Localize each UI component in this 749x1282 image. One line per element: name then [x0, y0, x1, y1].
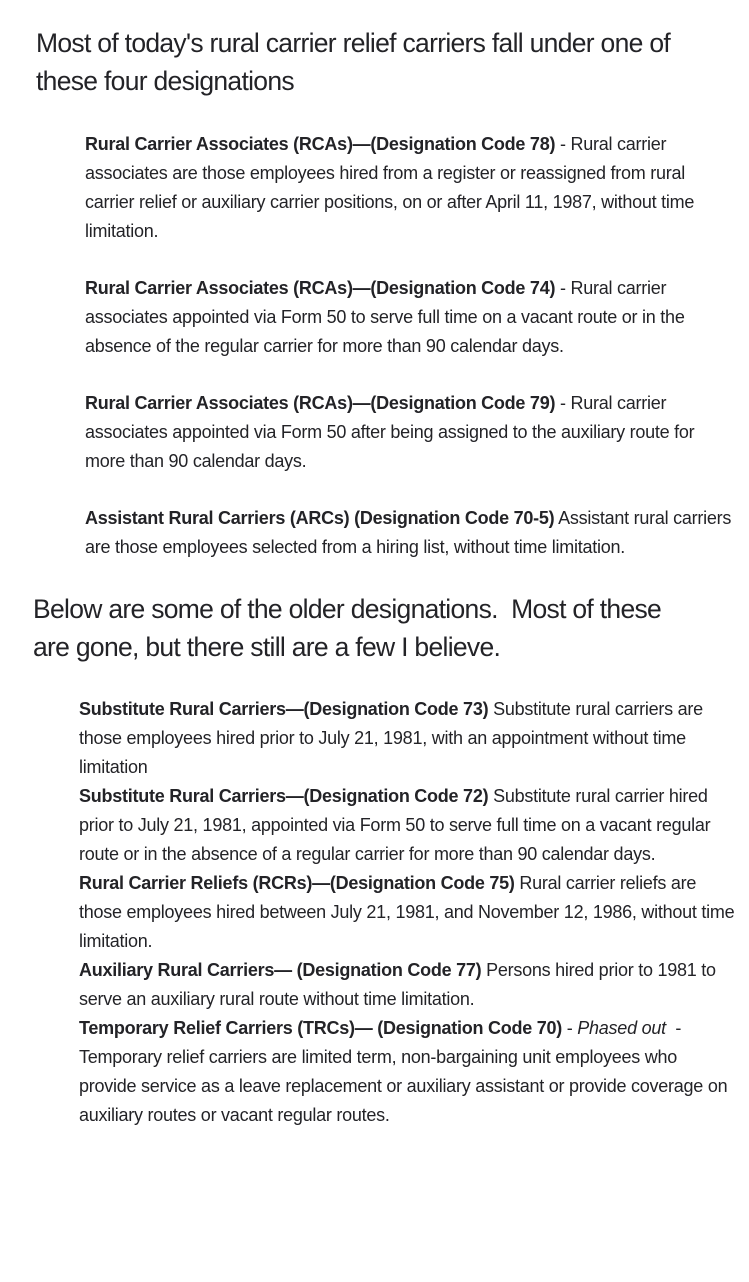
phased-out-italic-text: Phased out — [577, 1018, 666, 1038]
paragraph-dash-text: - — [562, 1018, 578, 1038]
paragraph-body-text: Persons hired prior to 1981 to serve an auxiliary rural route without time limitation. — [79, 960, 721, 1009]
paragraph-body-text: - Temporary relief carriers are limited term, non-bargaining unit employees who provide service as a leave replacement or auxiliary assistant or provide coverage on auxiliary routes or vacant regular routes. — [79, 1018, 733, 1125]
paragraph-body-text: - Rural carrier associates are those employees hired from a register or reassigned from rural carrier relief or auxiliary carrier positions, on or after April 11, 1987, without time limitation. — [85, 134, 699, 241]
paragraph-lead-bold: Auxiliary Rural Carriers— (Designation Code 77) — [79, 960, 482, 980]
paragraph-code-70 — [79, 1014, 735, 1130]
paragraph-body-text: Substitute rural carriers are those employees hired prior to July 21, 1981, with an appointment without time limitation — [79, 699, 708, 777]
older-designations-section — [0, 695, 749, 1130]
paragraph-body-text: Rural carrier reliefs are those employees hired between July 21, 1981, and November 12, 1986, without time limitation. — [79, 873, 740, 951]
paragraph-lead-bold: Rural Carrier Associates (RCAs)—(Designation Code 79) — [85, 393, 556, 413]
paragraph-lead-bold: Rural Carrier Associates (RCAs)—(Designation Code 74) — [85, 278, 556, 298]
paragraph-lead-bold: Substitute Rural Carriers—(Designation Code 72) — [79, 786, 489, 806]
paragraph-code-75 — [79, 869, 740, 956]
current-designations-section — [0, 130, 749, 562]
paragraph-code-74 — [85, 274, 735, 361]
paragraph-body-text: Assistant rural carriers are those employees selected from a hiring list, without time limitation. — [85, 508, 736, 557]
paragraph-code-78 — [85, 130, 735, 246]
paragraph-lead-bold: Substitute Rural Carriers—(Designation Code 73) — [79, 699, 489, 719]
paragraph-lead-bold: Rural Carrier Associates (RCAs)—(Designation Code 78) — [85, 134, 556, 154]
page-title: Most of today's rural carrier relief carriers fall under one of these four designations — [36, 28, 677, 96]
paragraph-lead-bold: Assistant Rural Carriers (ARCs) (Designation Code 70-5) — [85, 508, 555, 528]
older-designations-heading: Below are some of the older designations. Most of these are gone, but there still are a few I believe. — [33, 594, 668, 662]
paragraph-body-text: - Rural carrier associates appointed via Form 50 to serve full time on a vacant route or in the absence of the regular carrier for more than 90 calendar days. — [85, 278, 690, 356]
paragraph-code-72 — [79, 782, 735, 869]
paragraph-body-text: - Rural carrier associates appointed via Form 50 after being assigned to the auxiliary route for more than 90 calendar days. — [85, 393, 700, 471]
paragraph-code-70-5 — [85, 504, 735, 562]
paragraph-code-77 — [79, 956, 735, 1014]
paragraph-code-79 — [85, 389, 735, 476]
paragraph-lead-bold: Temporary Relief Carriers (TRCs)— (Designation Code 70) — [79, 1018, 563, 1038]
paragraph-body-text: Substitute rural carrier hired prior to July 21, 1981, appointed via Form 50 to serve full time on a vacant regular route or in the absence of a regular carrier for more than 90 calendar days. — [79, 786, 716, 864]
paragraph-code-73 — [79, 695, 735, 782]
paragraph-lead-bold: Rural Carrier Reliefs (RCRs)—(Designation Code 75) — [79, 873, 515, 893]
